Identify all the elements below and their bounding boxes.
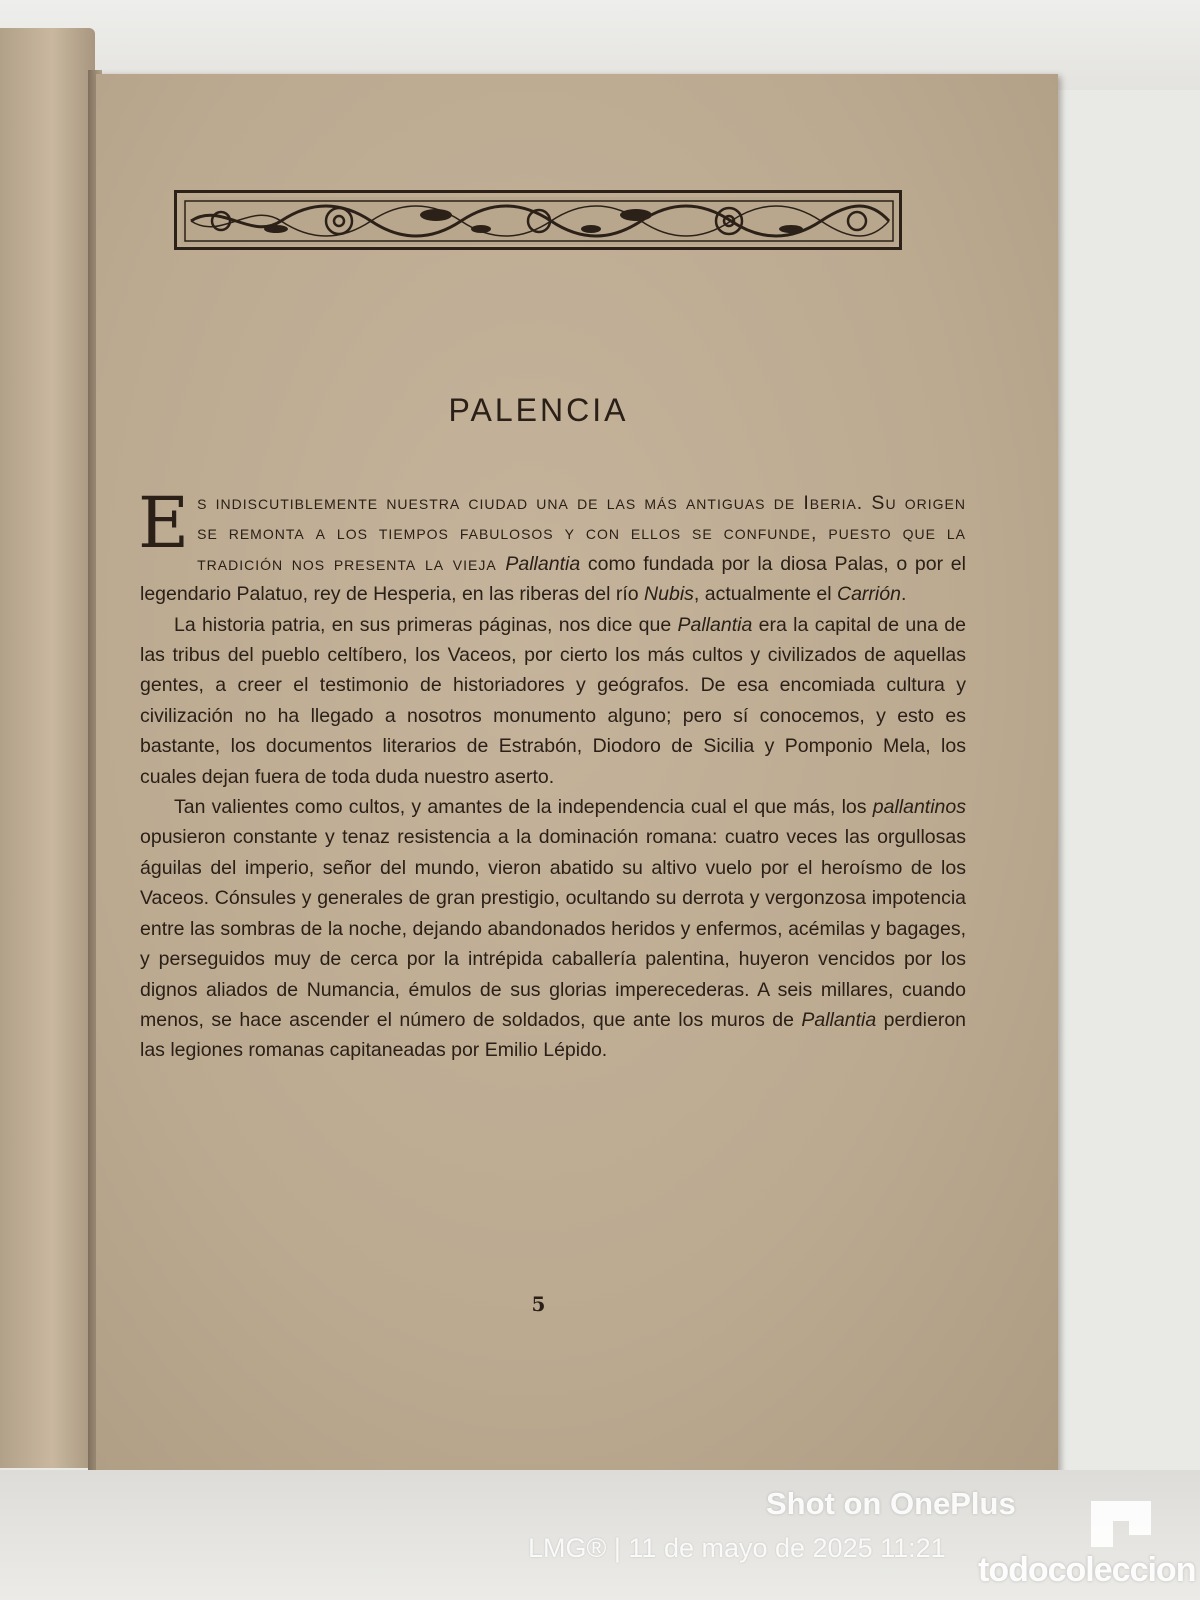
p3-italic-1: pallantinos xyxy=(872,796,966,819)
paragraph-1 xyxy=(138,482,966,610)
p3-italic-2: Pallantia xyxy=(801,1008,877,1031)
p2-text-2: era la capital de una de las tribus del pueblo celtíbero, los Vaceos, por cierto los más cultos y civilizados de aquellas gentes, a creer el testimonio de historiadores y geógrafos. De esa encomiada cultura y civilización no ha llegado a nosotros monumento alguno; pero sí conocemos, y esto es bastante, los documentos literarios de Estrabón, Diodoro de Sicilia y Pomponio Mela, los cuales dejan fuera de toda duda nuestro aserto. xyxy=(140,613,966,788)
ornamental-header-band xyxy=(174,190,902,250)
page-number: 5 xyxy=(531,1292,546,1316)
p3-text-1: Tan valientes como cultos, y amantes de la independencia cual el que más, los xyxy=(174,796,873,819)
p1-text-1: s indiscutiblemente nuestra ciudad una de las más antiguas de Iberia. Su origen se remonta a los tiempos fabulosos y con ellos se confunde, puesto que la tradición nos presenta la vieja xyxy=(197,492,966,575)
ornament-pattern xyxy=(181,197,897,245)
p1-italic-2: Nubis xyxy=(644,583,694,606)
chapter-title: PALENCIA xyxy=(448,392,629,428)
p1-italic-1: Pallantia xyxy=(505,552,581,575)
facing-page-edge xyxy=(0,28,95,1468)
paragraph-2 xyxy=(140,610,966,792)
p1-text-3: , actualmente el xyxy=(693,583,837,606)
photo-meta-watermark: LMG® | 11 de mayo de 2025 11:21 xyxy=(528,1533,946,1563)
paragraph-3 xyxy=(140,792,966,1066)
camera-watermark: Shot on OnePlus xyxy=(766,1486,1016,1521)
drop-cap: E xyxy=(138,482,190,564)
book-page xyxy=(96,74,1058,1476)
p3-text-2: opusieron constante y tenaz resistencia a la dominación romana: cuatro veces las orgullosas águilas del imperio, señor del mundo, vieron abatido su altivo vuelo por el heroísmo de los Vaceos. Cónsules y generales de gran prestigio, ocultando su derrota y vergonzosa impotencia entre las sombras de la noche, dejando abandonados heridos y enfermos, acémilas y bagages, y perseguidos muy de cerca por la intrépida caballería palentina, huyeron vencidos por los dignos aliados de Numancia, émulos de sus glorias imperecederas. A seis millares, cuando menos, se hace ascender el número de soldados, que ante los muros de xyxy=(140,826,966,1031)
p1-text-4: . xyxy=(900,583,907,606)
p2-italic-1: Pallantia xyxy=(677,613,753,636)
p3-text-3: perdieron las legiones romanas capitaneadas por Emilio Lépido. xyxy=(140,1008,967,1062)
todocoleccion-logo-icon xyxy=(1083,1495,1159,1553)
p1-text-2: como fundada por la diosa Palas, o por el legendario Palatuo, rey de Hesperia, en las riberas del río xyxy=(140,552,966,606)
p2-text-1: La historia patria, en sus primeras páginas, nos dice que xyxy=(174,613,678,636)
site-watermark: todocoleccion xyxy=(978,1551,1196,1589)
body-text xyxy=(138,482,967,1066)
p1-italic-3: Carrión xyxy=(837,583,901,606)
